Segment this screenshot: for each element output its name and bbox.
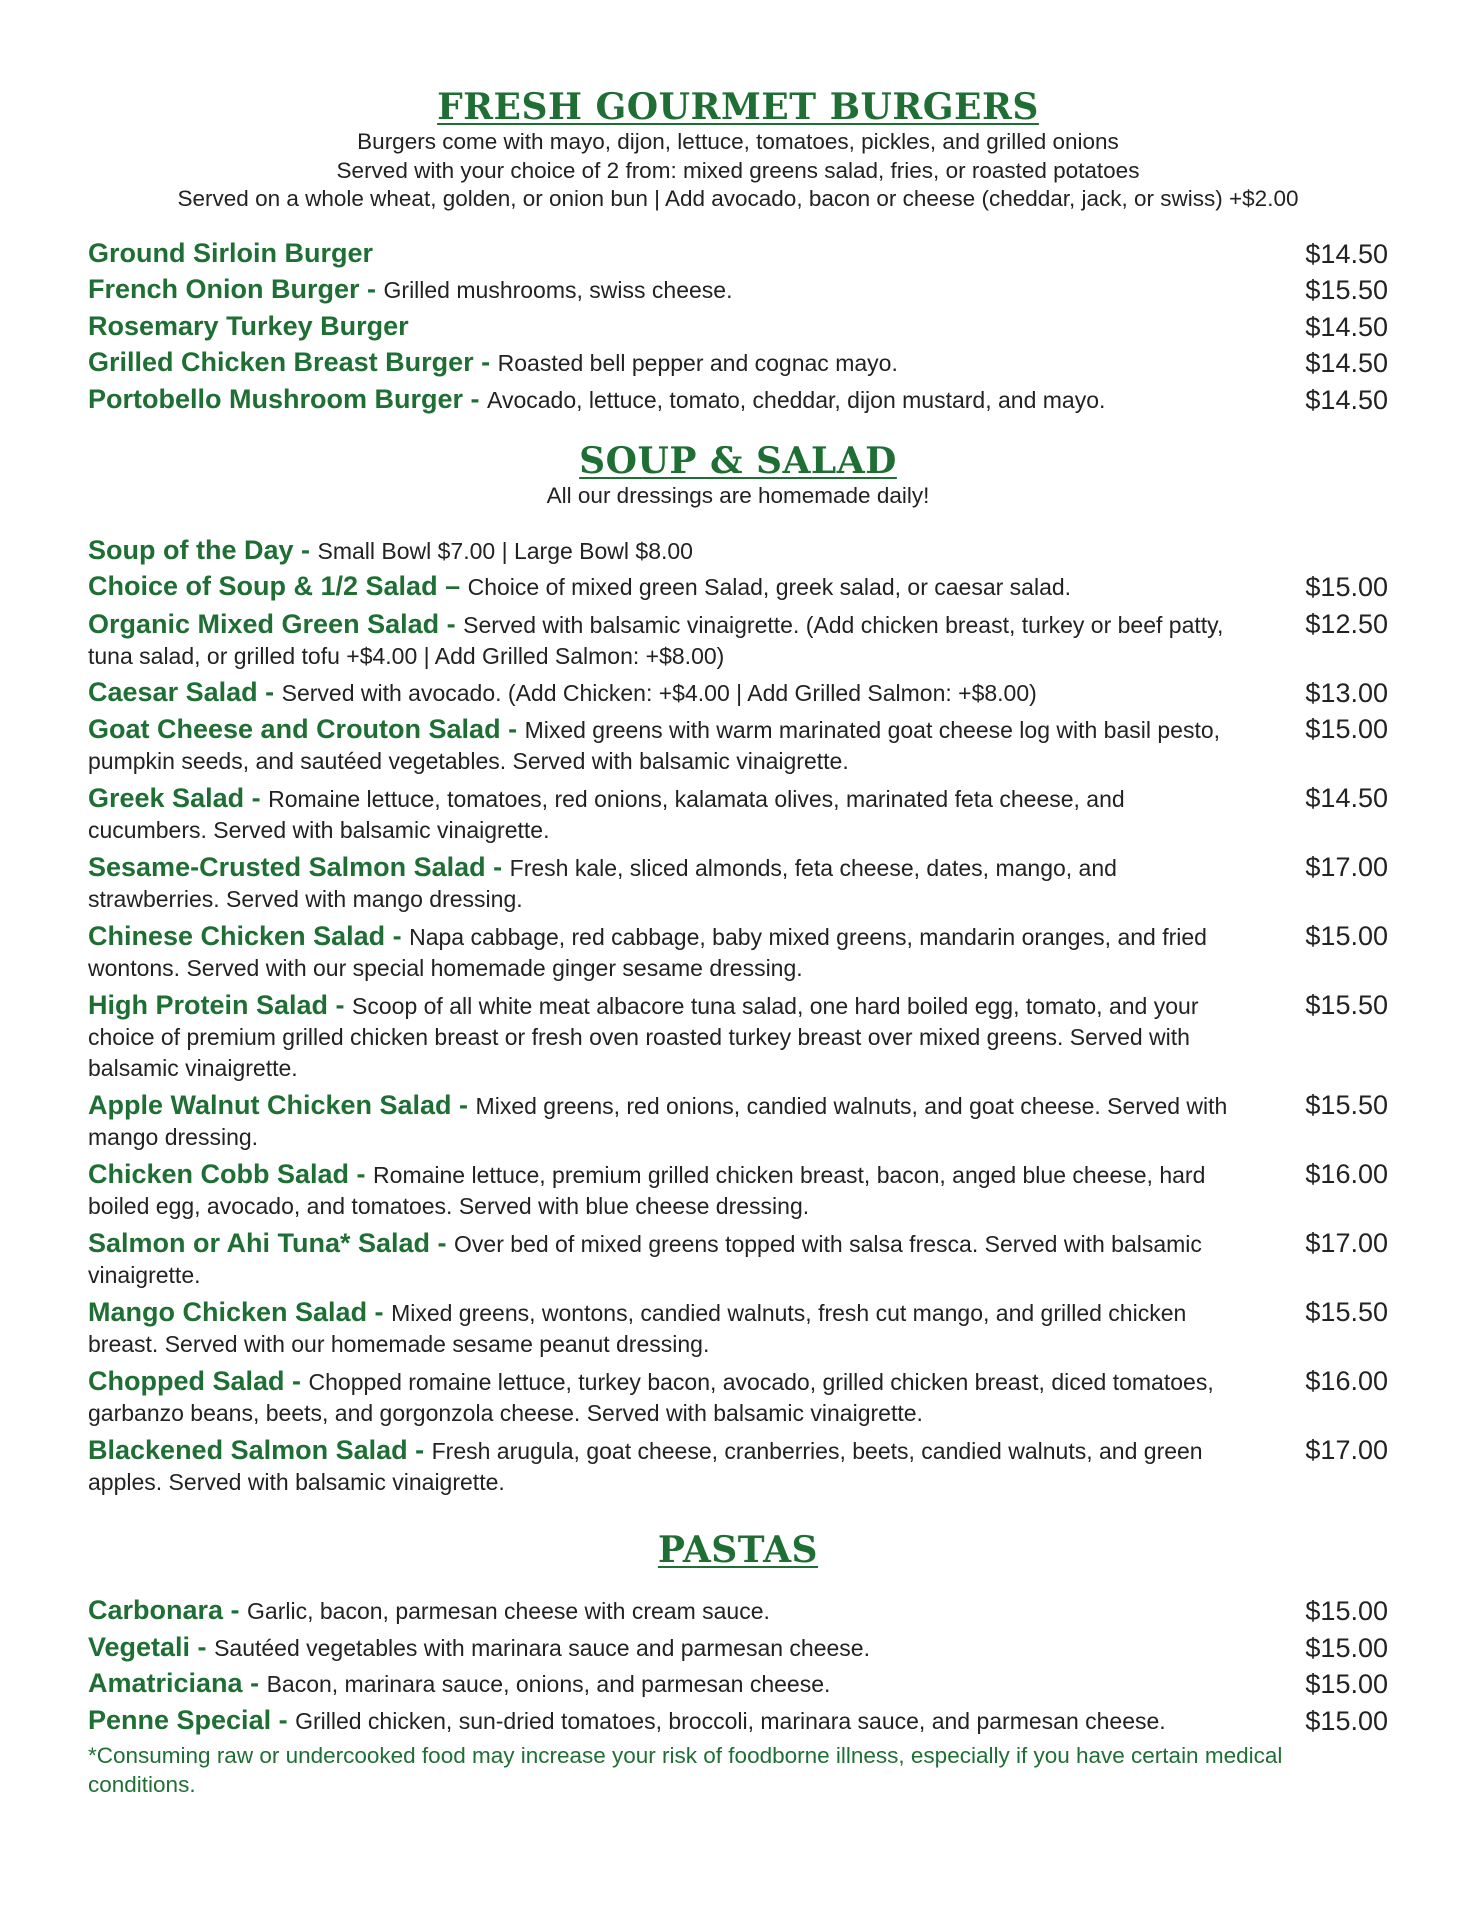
item-price: $16.00 bbox=[1305, 1366, 1388, 1396]
menu-item bbox=[88, 1703, 1388, 1740]
item-description: Small Bowl $7.00 | Large Bowl $8.00 bbox=[317, 537, 693, 564]
item-name: Chicken Cobb Salad - bbox=[88, 1159, 374, 1189]
item-name: Sesame-Crusted Salmon Salad - bbox=[88, 852, 510, 882]
item-description: Romaine lettuce, tomatoes, red onions, kalamata olives, marinated feta cheese, and cucumbers. Served with balsamic vinaigrette. bbox=[88, 786, 1125, 843]
item-price: $15.50 bbox=[1305, 1090, 1388, 1120]
item-name: Chopped Salad - bbox=[88, 1366, 309, 1396]
pastas-list bbox=[88, 1593, 1388, 1739]
item-price: $12.50 bbox=[1305, 608, 1388, 639]
item-name: Grilled Chicken Breast Burger - bbox=[88, 347, 498, 377]
menu-item bbox=[88, 1666, 1388, 1703]
item-price: $13.00 bbox=[1305, 677, 1388, 708]
item-name: Caesar Salad - bbox=[88, 676, 282, 707]
item-name: Penne Special - bbox=[88, 1704, 296, 1735]
item-price: $17.00 bbox=[1305, 1228, 1388, 1258]
item-name: Choice of Soup & 1/2 Salad – bbox=[88, 571, 468, 601]
item-description: Served with balsamic vinaigrette. (Add chicken breast, turkey or beef patty, tuna salad, or grilled tofu +$4.00 | Add Grilled Salmon: +$8.00) bbox=[88, 611, 1224, 669]
item-description: Mixed greens, red onions, candied walnuts, and goat cheese. Served with mango dressing. bbox=[88, 1093, 1228, 1150]
item-description: Grilled chicken, sun-dried tomatoes, broccoli, marinara sauce, and parmesan cheese. bbox=[295, 1707, 1166, 1734]
item-price: $17.00 bbox=[1305, 852, 1388, 882]
item-name: Salmon or Ahi Tuna* Salad - bbox=[88, 1228, 455, 1258]
item-description: Mixed greens with warm marinated goat cheese log with basil pesto, pumpkin seeds, and sautéed vegetables. Served with balsamic vinaigrette. bbox=[88, 717, 1221, 774]
item-name: Carbonara - bbox=[88, 1595, 248, 1625]
burgers-subtitle-3: Served on a whole wheat, golden, or onion bun | Add avocado, bacon or cheese (cheddar, jack, or swiss) +$2.00 bbox=[177, 186, 1299, 211]
item-price: $14.50 bbox=[1305, 783, 1388, 813]
item-name: Blackened Salmon Salad - bbox=[88, 1435, 432, 1465]
item-price: $15.50 bbox=[1305, 275, 1388, 305]
item-name: Greek Salad - bbox=[88, 783, 269, 813]
item-name: Amatriciana - bbox=[88, 1668, 267, 1698]
item-description: Garlic, bacon, parmesan cheese with cream sauce. bbox=[247, 1598, 770, 1624]
menu-item bbox=[88, 1363, 1388, 1432]
menu-item bbox=[88, 675, 1388, 712]
soup-salad-list bbox=[88, 533, 1388, 1502]
soup-salad-subtitle: All our dressings are homemade daily! bbox=[546, 483, 930, 508]
item-description: Roasted bell pepper and cognac mayo. bbox=[497, 350, 898, 376]
item-name: Soup of the Day - bbox=[88, 534, 318, 565]
item-price: $14.50 bbox=[1305, 238, 1388, 269]
item-description: Grilled mushrooms, swiss cheese. bbox=[383, 277, 733, 303]
burgers-subtitle-2: Served with your choice of 2 from: mixed greens salad, fries, or roasted potatoes bbox=[336, 157, 1140, 183]
item-description: Fresh arugula, goat cheese, cranberries, beets, candied walnuts, and green apples. Served with balsamic vinaigrette. bbox=[88, 1438, 1203, 1495]
item-price: $14.50 bbox=[1305, 384, 1388, 415]
item-description: Fresh kale, sliced almonds, feta cheese, dates, mango, and strawberries. Served with mango dressing. bbox=[88, 855, 1117, 912]
item-price: $15.00 bbox=[1305, 572, 1388, 602]
item-name: Mango Chicken Salad - bbox=[88, 1297, 392, 1327]
menu-item bbox=[88, 606, 1388, 675]
item-description: Served with avocado. (Add Chicken: +$4.00 | Add Grilled Salmon: +$8.00) bbox=[281, 679, 1037, 706]
item-description: Sautéed vegetables with marinara sauce and parmesan cheese. bbox=[214, 1634, 870, 1661]
item-description: Avocado, lettuce, tomato, cheddar, dijon mustard, and mayo. bbox=[487, 386, 1106, 413]
item-price: $15.50 bbox=[1305, 1297, 1388, 1327]
menu-item bbox=[88, 533, 1388, 570]
menu-item bbox=[88, 1432, 1388, 1501]
food-safety-footnote: *Consuming raw or undercooked food may increase your risk of foodborne illness, especially if you have certain medical conditions. bbox=[88, 1743, 1283, 1797]
burgers-section-title: FRESH GOURMET BURGERS bbox=[437, 86, 1039, 128]
item-price: $15.00 bbox=[1305, 1632, 1388, 1663]
item-name: Apple Walnut Chicken Salad - bbox=[88, 1090, 476, 1120]
menu-item bbox=[88, 1225, 1388, 1294]
menu-item bbox=[88, 780, 1388, 849]
menu-item bbox=[88, 711, 1388, 780]
item-price: $15.00 bbox=[1305, 1669, 1388, 1699]
item-description: Napa cabbage, red cabbage, baby mixed greens, mandarin oranges, and fried wontons. Served with our special homemade ginger sesame dressing. bbox=[88, 924, 1207, 981]
item-name: Vegetali - bbox=[88, 1631, 215, 1662]
item-price: $17.00 bbox=[1305, 1435, 1388, 1465]
item-description: Mixed greens, wontons, candied walnuts, fresh cut mango, and grilled chicken breast. Served with our homemade sesame peanut dressing. bbox=[88, 1300, 1187, 1357]
item-price: $15.50 bbox=[1305, 990, 1388, 1020]
soup-salad-section-title: SOUP & SALAD bbox=[579, 440, 897, 482]
menu-item bbox=[88, 987, 1388, 1087]
burgers-list bbox=[88, 236, 1388, 419]
item-description: Scoop of all white meat albacore tuna salad, one hard boiled egg, tomato, and your choice of premium grilled chicken breast or fresh oven roasted turkey breast over mixed greens. Served with balsamic vinaigrette. bbox=[88, 993, 1199, 1081]
item-description: Over bed of mixed greens topped with salsa fresca. Served with balsamic vinaigrette. bbox=[88, 1231, 1202, 1288]
item-price: $16.00 bbox=[1305, 1159, 1388, 1189]
pastas-section-title: PASTAS bbox=[657, 1529, 819, 1571]
item-name: Rosemary Turkey Burger bbox=[88, 310, 409, 341]
menu-item bbox=[88, 236, 1388, 273]
item-price: $15.00 bbox=[1305, 1596, 1388, 1626]
item-description: Chopped romaine lettuce, turkey bacon, avocado, grilled chicken breast, diced tomatoes, garbanzo beans, beets, and gorgonzola cheese. Served with balsamic vinaigrette. bbox=[88, 1369, 1214, 1426]
item-name: Goat Cheese and Crouton Salad - bbox=[88, 714, 525, 744]
burgers-subtitle-1: Burgers come with mayo, dijon, lettuce, tomatoes, pickles, and grilled onions bbox=[357, 129, 1119, 154]
menu-item bbox=[88, 382, 1388, 419]
menu-item bbox=[88, 345, 1388, 382]
item-name: Ground Sirloin Burger bbox=[88, 237, 374, 268]
item-price: $14.50 bbox=[1305, 348, 1388, 378]
menu-item bbox=[88, 272, 1388, 309]
item-description: Bacon, marinara sauce, onions, and parmesan cheese. bbox=[266, 1671, 831, 1697]
item-name: High Protein Salad - bbox=[88, 990, 353, 1020]
menu-item bbox=[88, 849, 1388, 918]
item-description: Choice of mixed green Salad, greek salad, or caesar salad. bbox=[467, 574, 1072, 600]
menu-item bbox=[88, 309, 1388, 346]
item-name: French Onion Burger - bbox=[88, 274, 384, 304]
item-price: $14.50 bbox=[1305, 311, 1388, 342]
menu-item bbox=[88, 1087, 1388, 1156]
menu-item bbox=[88, 569, 1388, 606]
menu-item bbox=[88, 1156, 1388, 1225]
item-price: $15.00 bbox=[1305, 921, 1388, 951]
item-price: $15.00 bbox=[1305, 1705, 1388, 1736]
item-price: $15.00 bbox=[1305, 714, 1388, 744]
item-name: Chinese Chicken Salad - bbox=[88, 921, 410, 951]
item-name: Organic Mixed Green Salad - bbox=[88, 608, 464, 639]
item-description: Romaine lettuce, premium grilled chicken breast, bacon, anged blue cheese, hard boiled egg, avocado, and tomatoes. Served with blue cheese dressing. bbox=[88, 1162, 1206, 1219]
menu-item bbox=[88, 1630, 1388, 1667]
menu-item bbox=[88, 1593, 1388, 1630]
menu-item bbox=[88, 918, 1388, 987]
item-name: Portobello Mushroom Burger - bbox=[88, 383, 488, 414]
menu-item bbox=[88, 1294, 1388, 1363]
